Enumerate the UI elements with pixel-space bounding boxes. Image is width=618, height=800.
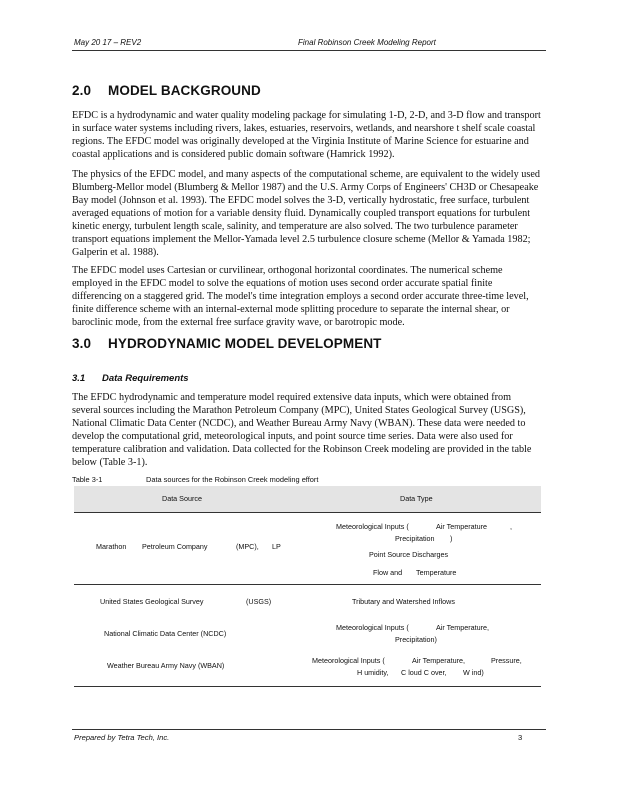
header-date: May 20 17 – REV2 <box>74 38 142 47</box>
subsection-3-1-number: 3.1 <box>72 373 86 384</box>
table-row-rule <box>74 584 541 585</box>
table-cell-source-mpc-d: LP <box>272 542 281 551</box>
table-cell-type-mpc-met-b: Air Temperature <box>436 522 487 531</box>
table-cell-type-mpc-met-e: ) <box>450 534 453 543</box>
table-cell-type-mpc-flow-b: Temperature <box>416 568 457 577</box>
table-cell-type-wban-a: Meteorological Inputs ( <box>312 656 385 665</box>
table-cell-type-ncdc-c: Precipitation) <box>395 635 437 644</box>
table-header-rule <box>74 512 541 513</box>
header-rule <box>72 50 546 51</box>
footer-rule <box>72 729 546 730</box>
section-2-paragraph-1: EFDC is a hydrodynamic and water quality modeling package for simulating 1-D, 2-D, and 3-D flow and transport in surface water systems including rivers, lakes, estuaries, reservoirs, wetlands, and nearshore t shelf scale coastal regions. The EFDC model was originally developed at the Virginia Institute of Marine Science for estuarine and coastal applications and is considered public domain software (Hamrick 1992). <box>72 110 541 160</box>
table-bottom-rule <box>74 686 541 687</box>
section-3-heading <box>72 336 382 351</box>
table-caption-label: Table 3-1 <box>72 475 103 484</box>
table-caption-text: Data sources for the Robinson Creek modeling effort <box>146 475 319 484</box>
section-2-title: MODEL BACKGROUND <box>108 83 261 98</box>
table-cell-type-mpc-point: Point Source Discharges <box>369 550 449 559</box>
table-header-row <box>74 486 541 512</box>
table-caption <box>72 475 318 484</box>
table-header-data-type: Data Type <box>400 494 433 503</box>
table-cell-source-ncdc: National Climatic Data Center (NCDC) <box>104 629 227 638</box>
table-cell-type-wban-b: Air Temperature, <box>412 656 465 665</box>
table-cell-type-wban-e: C loud C over, <box>401 668 447 677</box>
table-cell-type-wban-f: W ind) <box>463 668 484 677</box>
subsection-3-1-heading <box>72 373 189 384</box>
table-cell-source-wban: Weather Bureau Army Navy (WBAN) <box>107 661 225 670</box>
section-3-title: HYDRODYNAMIC MODEL DEVELOPMENT <box>108 336 382 351</box>
table-cell-type-mpc-met-a: Meteorological Inputs ( <box>336 522 409 531</box>
section-2-paragraph-3: The EFDC model uses Cartesian or curvilinear, orthogonal horizontal coordinates. The numerical scheme employed in the EFDC model to solve the equations of motion uses second order accurate spatial finite differencing on a staggered grid. The model's time integration employs a second order accurate three-time level, finite difference scheme with an internal-external mode splitting procedure to separate the internal shear, or baroclinic mode, from the external free surface gravity wave, or barotropic mode. <box>72 265 529 328</box>
table-cell-type-mpc-met-d: Precipitation <box>395 534 435 543</box>
table-cell-source-mpc-c: (MPC), <box>236 542 259 551</box>
subsection-3-1-paragraph: The EFDC hydrodynamic and temperature model required extensive data inputs, which were obtained from several sources including the Marathon Petroleum Company (MPC), United States Geological Survey (USGS), National Climatic Data Center (NCDC), and Weather Bureau Army Navy (WBAN). These data were needed to develop the computational grid, meteorological inputs, and point source time series. Data were also used for temperature calibration and validation. Data collected for the Robinson Creek modeling are provided in the table below (Table 3-1). <box>72 392 532 468</box>
table-cell-source-mpc-b: Petroleum Company <box>142 542 208 551</box>
header-report-title: Final Robinson Creek Modeling Report <box>298 38 436 47</box>
table-cell-source-usgs-a: United States Geological Survey <box>100 597 204 606</box>
table-cell-type-mpc-met-c: , <box>510 522 512 531</box>
table-cell-type-ncdc-b: Air Temperature, <box>436 623 489 632</box>
section-2-heading <box>72 83 261 98</box>
footer-page-number: 3 <box>518 733 523 742</box>
table-cell-type-ncdc-a: Meteorological Inputs ( <box>336 623 409 632</box>
table-cell-type-wban-d: H umidity, <box>357 668 389 677</box>
table-header-data-source: Data Source <box>162 494 202 503</box>
section-2-number: 2.0 <box>72 83 92 98</box>
subsection-3-1-title: Data Requirements <box>102 373 189 384</box>
table-cell-source-usgs-b: (USGS) <box>246 597 272 606</box>
section-2-paragraph-2: The physics of the EFDC model, and many aspects of the computational scheme, are equivalent to the widely used Blumberg-Mellor model (Blumberg & Mellor 1987) and the U.S. Army Corps of Engineers' CH3D or Chesapeake Bay model (Johnson et al. 1993). The EFDC model solves the 3-D, vertically hydrostatic, free surface, turbulent averaged equations of motion for a variable density fluid. Dynamically coupled transport equations for turbulent kinetic energy, turbulent length scale, salinity, and temperature are also solved. The two turbulence parameter transport equations implement the Mellor-Yamada level 2.5 turbulence closure scheme (Mellor & Yamada 1982; Galperin et al. 1988). <box>72 169 540 258</box>
section-3-number: 3.0 <box>72 336 92 351</box>
table-cell-source-mpc-a: Marathon <box>96 542 127 551</box>
table-cell-type-wban-c: Pressure, <box>491 656 522 665</box>
table-cell-type-usgs: Tributary and Watershed Inflows <box>352 597 455 606</box>
table-cell-type-mpc-flow-a: Flow and <box>373 568 403 577</box>
footer-prepared-by: Prepared by Tetra Tech, Inc. <box>74 733 170 742</box>
